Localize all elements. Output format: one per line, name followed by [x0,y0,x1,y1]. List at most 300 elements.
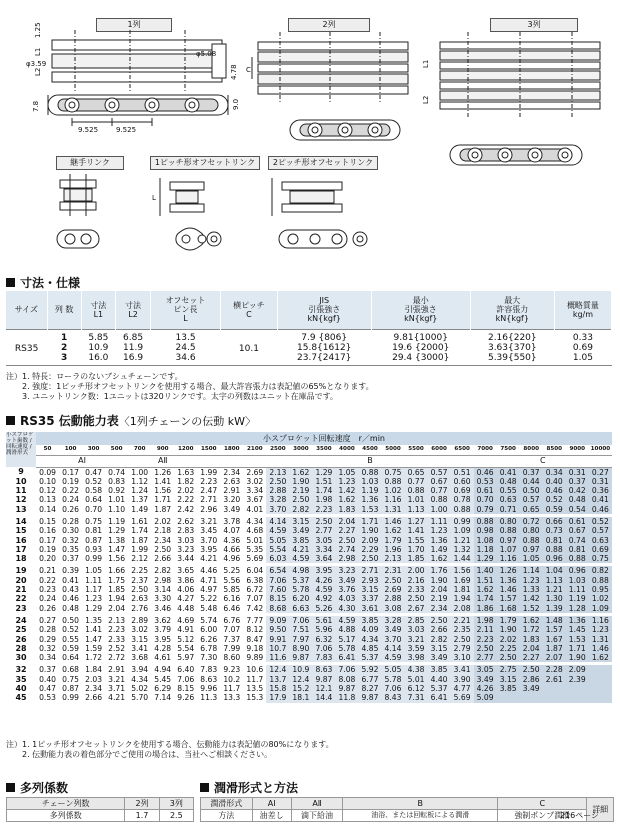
power-cell: 1.94 [451,594,474,603]
power-cell: 3.49 [474,675,497,684]
power-cell: 0.88 [405,486,428,495]
power-cell: 0.26 [36,604,59,613]
spec-header-8: 最大 許容張力 kN{kgf} [470,291,554,329]
power-cell: 6.16 [220,594,243,603]
table-row [6,693,612,702]
power-cell: 9.89 [243,653,266,662]
power-cell: 8.08 [335,675,358,684]
power-cell: 1.44 [451,554,474,563]
power-cell: 1.29 [105,526,128,535]
table-row [6,684,612,693]
power-cell: 2.76 [128,604,151,613]
table-row [6,526,612,535]
power-cell: 0.52 [59,625,82,634]
power-cell: 1.55 [405,536,428,545]
power-cell: 3.49 [220,505,243,514]
power-cell: 8.15 [266,594,289,603]
power-cell: 2.18 [151,526,174,535]
power-cell [566,684,589,693]
spec-header-7: 最小 引張強さ kN{kgf} [371,291,470,329]
power-cell: 0.57 [520,495,543,504]
power-note-1: 注）1. 1ピッチ形オフセットリンクを使用する場合、伝動能力は表記値の80%になります。 [6,740,334,749]
power-cell: 1.26 [497,566,520,575]
lube-v2: 滴下給油 [291,810,343,822]
power-cell: 1.32 [451,545,474,554]
rpm-4000: 4000 [335,445,358,455]
power-cell: 5.92 [358,665,381,674]
power-cell: 2.98 [151,576,174,585]
power-cell: 2.63 [128,594,151,603]
power-cell: 0.27 [589,467,612,477]
power-cell: 0.40 [543,477,566,486]
power-cell: 0.47 [82,467,105,477]
spec-mass: 0.33 0.69 1.05 [554,329,611,365]
power-cell: 0.80 [520,526,543,535]
power-cell: 1.69 [451,576,474,585]
multi-h2: 3列 [159,798,193,810]
power-cell: 11.3 [197,693,220,702]
power-cell: 3.23 [174,545,197,554]
power-cell: 6.29 [151,684,174,693]
table-row [6,594,612,603]
power-cell: 0.55 [59,635,82,644]
power-cell: 2.83 [174,526,197,535]
power-cell: 2.96 [197,505,220,514]
power-cell: 4.34 [243,517,266,526]
power-cell: 1.23 [520,576,543,585]
power-cell: 4.97 [197,585,220,594]
power-cell: 5.02 [128,684,151,693]
power-cell: 3.49 [428,653,451,662]
power-cell: 3.85 [497,684,520,693]
power-cell: 9.91 [266,635,289,644]
power-cell: 3.15 [358,585,381,594]
power-cell: 0.74 [105,467,128,477]
power-cell: 4.77 [451,684,474,693]
square-icon [6,783,15,792]
rpm-1500: 1500 [197,445,220,455]
table-row [6,486,612,495]
teeth-count: 25 [6,625,36,634]
power-cell: 1.29 [82,604,105,613]
power-cell: 4.34 [128,675,151,684]
power-cell: 2.88 [382,594,405,603]
power-cell: 1.81 [451,585,474,594]
power-cell: 3.41 [128,644,151,653]
power-cell: 1.51 [312,477,335,486]
power-cell: 1.59 [82,644,105,653]
power-cell: 0.88 [589,576,612,585]
power-cell: 0.99 [59,693,82,702]
power-cell: 2.04 [520,644,543,653]
power-cell: 1.51 [474,576,497,585]
lube-title-text: 潤滑形式と方法 [214,781,299,795]
power-cell: 4.71 [197,576,220,585]
power-cell: 2.02 [151,517,174,526]
spec-title [6,274,80,291]
power-cell: 1.28 [566,604,589,613]
power-cell: 2.34 [220,467,243,477]
power-cell: 1.41 [405,526,428,535]
power-cell: 6.46 [220,604,243,613]
power-cell: 4.40 [428,675,451,684]
power-cell: 0.16 [36,526,59,535]
power-cell: 0.29 [36,635,59,644]
power-cell: 1.62 [474,585,497,594]
power-cell: 7.83 [312,653,335,662]
power-cell: 1.68 [497,604,520,613]
lube-a2: AⅡ [128,455,197,467]
power-cell: 4.06 [174,585,197,594]
power-title [6,412,256,429]
spec-note-2: 2. 強度：1ピッチ形オフセットリンクを使用する場合、最大許容張力は表記値の65%となります。 [22,382,374,391]
power-cell: 3.49 [289,526,312,535]
power-cell: 1.42 [520,594,543,603]
power-cell: 2.19 [428,594,451,603]
power-cell: 0.88 [566,554,589,563]
power-cell: 5.78 [382,675,405,684]
teeth-count: 40 [6,684,36,693]
power-cell: 2.29 [358,545,381,554]
power-cell: 0.21 [36,566,59,575]
power-cell: 0.22 [59,486,82,495]
power-cell: 1.19 [105,517,128,526]
power-cell: 0.23 [36,585,59,594]
power-cell: 0.30 [59,526,82,535]
power-cell: 5.48 [197,604,220,613]
power-cell: 1.03 [358,477,381,486]
power-cell: 7.06 [312,644,335,653]
power-cell: 2.89 [128,616,151,625]
power-cell: 1.72 [520,625,543,634]
lube-title [200,779,298,796]
teeth-count: 17 [6,545,36,554]
spec-notes [6,372,374,402]
power-cell: 3.46 [151,604,174,613]
rpm-8500: 8500 [543,445,566,455]
power-cell: 3.03 [174,536,197,545]
power-cell: 1.45 [566,625,589,634]
power-cell: 5.05 [382,665,405,674]
power-cell: 0.19 [36,545,59,554]
multi-v2: 2.5 [159,810,193,822]
power-cell: 0.79 [474,505,497,514]
power-cell: 0.73 [543,526,566,535]
power-cell: 1.35 [82,616,105,625]
lube-row [6,455,612,467]
power-cell: 1.23 [335,477,358,486]
lube-blank [197,455,266,467]
power-cell: 3.95 [197,545,220,554]
square-icon [200,783,209,792]
rpm-3500: 3500 [312,445,335,455]
rpm-8000: 8000 [520,445,543,455]
power-note-2: 2. 伝動能力表の着色部分でご使用の場合は、当社へご相談ください。 [22,750,273,759]
power-cell: 10.6 [243,665,266,674]
power-cell: 4.92 [312,594,335,603]
teeth-count: 24 [6,616,36,625]
power-cell: 5.22 [197,594,220,603]
power-cell: 4.21 [197,554,220,563]
power-cell: 2.25 [128,566,151,575]
multi-h0: チェーン列数 [7,798,125,810]
lube-value-row [201,810,614,822]
power-cell: 3.23 [335,566,358,575]
power-cell: 0.26 [59,505,82,514]
power-cell: 2.98 [335,554,358,563]
power-cell: 2.62 [174,517,197,526]
lube-header-row [201,798,614,810]
dim-78: 7.8 [32,100,40,112]
power-cell: 4.59 [312,585,335,594]
power-cell: 0.96 [543,554,566,563]
power-cell: 4.03 [335,594,358,603]
power-cell: 5.05 [266,536,289,545]
power-cell: 1.29 [474,554,497,563]
power-cell: 0.48 [566,495,589,504]
power-cell: 1.71 [566,644,589,653]
power-cell: 0.17 [59,467,82,477]
power-cell: 2.34 [151,536,174,545]
power-cell: 0.69 [589,545,612,554]
power-cell: 2.69 [382,585,405,594]
power-cell: 4.66 [220,545,243,554]
power-cell: 5.54 [266,545,289,554]
power-cell: 1.36 [358,495,381,504]
power-cell: 3.62 [151,616,174,625]
power-cell: 1.79 [382,536,405,545]
power-cell: 0.46 [474,467,497,477]
power-cell: 3.21 [197,517,220,526]
power-cell: 2.50 [312,517,335,526]
power-cell: 0.52 [543,495,566,504]
dim-c: C [246,66,251,74]
lube-h1: AⅠ [252,798,291,810]
power-cell: 3.85 [289,536,312,545]
power-cell: 1.72 [82,653,105,662]
power-cell: 1.87 [151,505,174,514]
teeth-count: 18 [6,554,36,563]
power-cell: 2.04 [335,517,358,526]
power-cell: 0.88 [474,517,497,526]
power-cell: 7.14 [151,693,174,702]
power-cell: 0.80 [497,517,520,526]
power-cell: 3.67 [243,495,266,504]
lube-page-ref[interactable]: 216ページ [560,811,600,820]
power-cell: 1.01 [405,495,428,504]
power-cell: 0.52 [589,517,612,526]
power-cell: 8.90 [289,644,312,653]
spec-table [6,291,612,366]
power-cell: 0.61 [566,517,589,526]
power-cell: 1.04 [543,566,566,575]
rpm-500: 500 [105,445,128,455]
power-cell: 5.01 [243,536,266,545]
power-cell: 1.14 [520,566,543,575]
lube-method-table [200,797,614,822]
multi-h1: 2列 [125,798,159,810]
power-cell: 6.76 [220,616,243,625]
power-cell: 0.41 [59,576,82,585]
power-cell: 0.46 [543,486,566,495]
label-1pitch-offset: 1ピッチ形オフセットリンク [150,156,260,170]
lube-v4: 強制ポンプ潤滑 [498,810,587,822]
power-cell: 1.09 [589,604,612,613]
power-cell: 2.93 [358,576,381,585]
power-cell [543,693,566,702]
power-cell [520,693,543,702]
power-cell: 1.40 [474,566,497,575]
power-cell: 2.86 [520,675,543,684]
rpm-1200: 1200 [174,445,197,455]
power-cell: 1.05 [335,467,358,477]
power-cell: 4.98 [289,566,312,575]
power-cell: 0.61 [474,486,497,495]
power-cell: 0.39 [59,566,82,575]
power-cell: 0.71 [497,505,520,514]
power-cell: 0.74 [566,536,589,545]
lube-v3: 油浴、または回転板による潤滑 [343,810,498,822]
power-cell: 5.97 [174,653,197,662]
power-cell: 1.36 [497,576,520,585]
power-cell: 12.4 [289,675,312,684]
power-cell: 4.26 [312,576,335,585]
power-cell: 2.50 [382,576,405,585]
power-cell: 2.19 [289,486,312,495]
power-cell: 2.50 [520,665,543,674]
rpm-2500: 2500 [266,445,289,455]
power-cell: 7.06 [289,616,312,625]
label-2pitch-offset: 2ピッチ形オフセットリンク [268,156,378,170]
teeth-count: 16 [6,536,36,545]
label-connecting-link: 継手リンク [56,156,124,170]
power-cell: 4.14 [266,517,289,526]
power-cell: 1.62 [382,526,405,535]
power-cell: 1.63 [174,467,197,477]
spec-title-text: 寸法・仕様 [20,276,81,290]
power-cell: 2.12 [128,554,151,563]
power-cell: 0.46 [589,505,612,514]
rpm-100: 100 [59,445,82,455]
label-1-row: 1列 [96,18,172,32]
power-cell: 1.02 [382,486,405,495]
spec-min-strength: 9.81{1000} 19.6 {2000} 29.4 {3000} [371,329,470,365]
power-cell: 3.14 [151,585,174,594]
power-notes [6,740,334,760]
power-cell: 0.47 [36,684,59,693]
power-cell: 5.45 [151,675,174,684]
power-cell: 0.88 [543,545,566,554]
power-cell: 1.74 [474,594,497,603]
power-cell: 0.20 [36,554,59,563]
rpm-700: 700 [128,445,151,455]
power-cell: 1.07 [497,545,520,554]
power-cell: 9.96 [197,684,220,693]
power-cell: 2.71 [197,495,220,504]
power-cell: 2.22 [174,495,197,504]
power-cell: 0.65 [520,505,543,514]
power-cell: 0.24 [59,495,82,504]
power-cell: 1.74 [128,526,151,535]
power-cell: 1.33 [520,585,543,594]
power-cell: 0.67 [428,477,451,486]
table-corner-label: 小スプロケット歯数 / 回転速度 / 潤滑形式 [6,432,36,467]
power-cell: 0.75 [59,675,82,684]
power-cell: 6.00 [197,625,220,634]
power-cell: 1.62 [428,554,451,563]
power-cell: 1.62 [289,467,312,477]
power-cell: 2.23 [197,477,220,486]
power-cell: 1.11 [428,517,451,526]
lube-v1: 油差し [252,810,291,822]
power-cell: 1.74 [312,486,335,495]
power-cell: 0.10 [36,477,59,486]
power-cell: 0.32 [36,644,59,653]
power-cell: 2.47 [197,486,220,495]
power-cell: 6.26 [197,635,220,644]
power-cell: 3.94 [128,665,151,674]
rpm-10000: 10000 [589,445,612,455]
power-cell: 5.26 [312,604,335,613]
power-cell: 1.87 [543,644,566,653]
power-cell: 1.94 [105,594,128,603]
power-cell: 1.83 [520,635,543,644]
power-cell: 0.82 [589,566,612,575]
dim-l2-3row: L2 [422,95,430,104]
power-subtitle: 〈1列チェーンの伝動 kW〉 [118,414,256,428]
power-cell: 3.20 [220,495,243,504]
power-cell: 2.13 [105,616,128,625]
teeth-count: 19 [6,566,36,575]
power-cell: 0.78 [451,495,474,504]
power-cell: 5.69 [243,554,266,563]
spec-jis-strength: 7.9 {806} 15.8{1612} 23.7{2417} [277,329,371,365]
power-cell: 1.41 [82,625,105,634]
power-cell: 1.31 [382,505,405,514]
power-cell: 13.3 [220,693,243,702]
dim-l1-3row: L1 [422,59,430,68]
power-cell: 0.51 [451,467,474,477]
power-cell: 5.35 [243,545,266,554]
power-cell: 0.60 [451,477,474,486]
power-cell: 0.37 [566,477,589,486]
square-icon [6,416,15,425]
power-cell: 0.41 [497,467,520,477]
power-cell: 3.65 [174,566,197,575]
power-cell: 6.41 [335,653,358,662]
power-cell: 0.65 [405,467,428,477]
table-row [6,616,612,625]
power-table [6,432,612,703]
power-cell: 2.77 [312,526,335,535]
rpm-row [6,445,612,455]
power-cell: 0.22 [36,576,59,585]
power-cell: 1.01 [105,495,128,504]
power-cell: 0.44 [520,477,543,486]
power-cell: 3.98 [405,653,428,662]
power-cell: 4.30 [335,604,358,613]
power-cell: 4.36 [220,536,243,545]
power-cell: 0.43 [59,585,82,594]
table-row [6,536,612,545]
power-cell: 1.08 [474,536,497,545]
power-cell: 1.36 [566,616,589,625]
power-cell: 2.31 [382,566,405,575]
power-cell: 3.28 [382,616,405,625]
power-cell: 3.10 [451,653,474,662]
power-cell: 0.52 [82,477,105,486]
spec-header-row [6,291,612,329]
